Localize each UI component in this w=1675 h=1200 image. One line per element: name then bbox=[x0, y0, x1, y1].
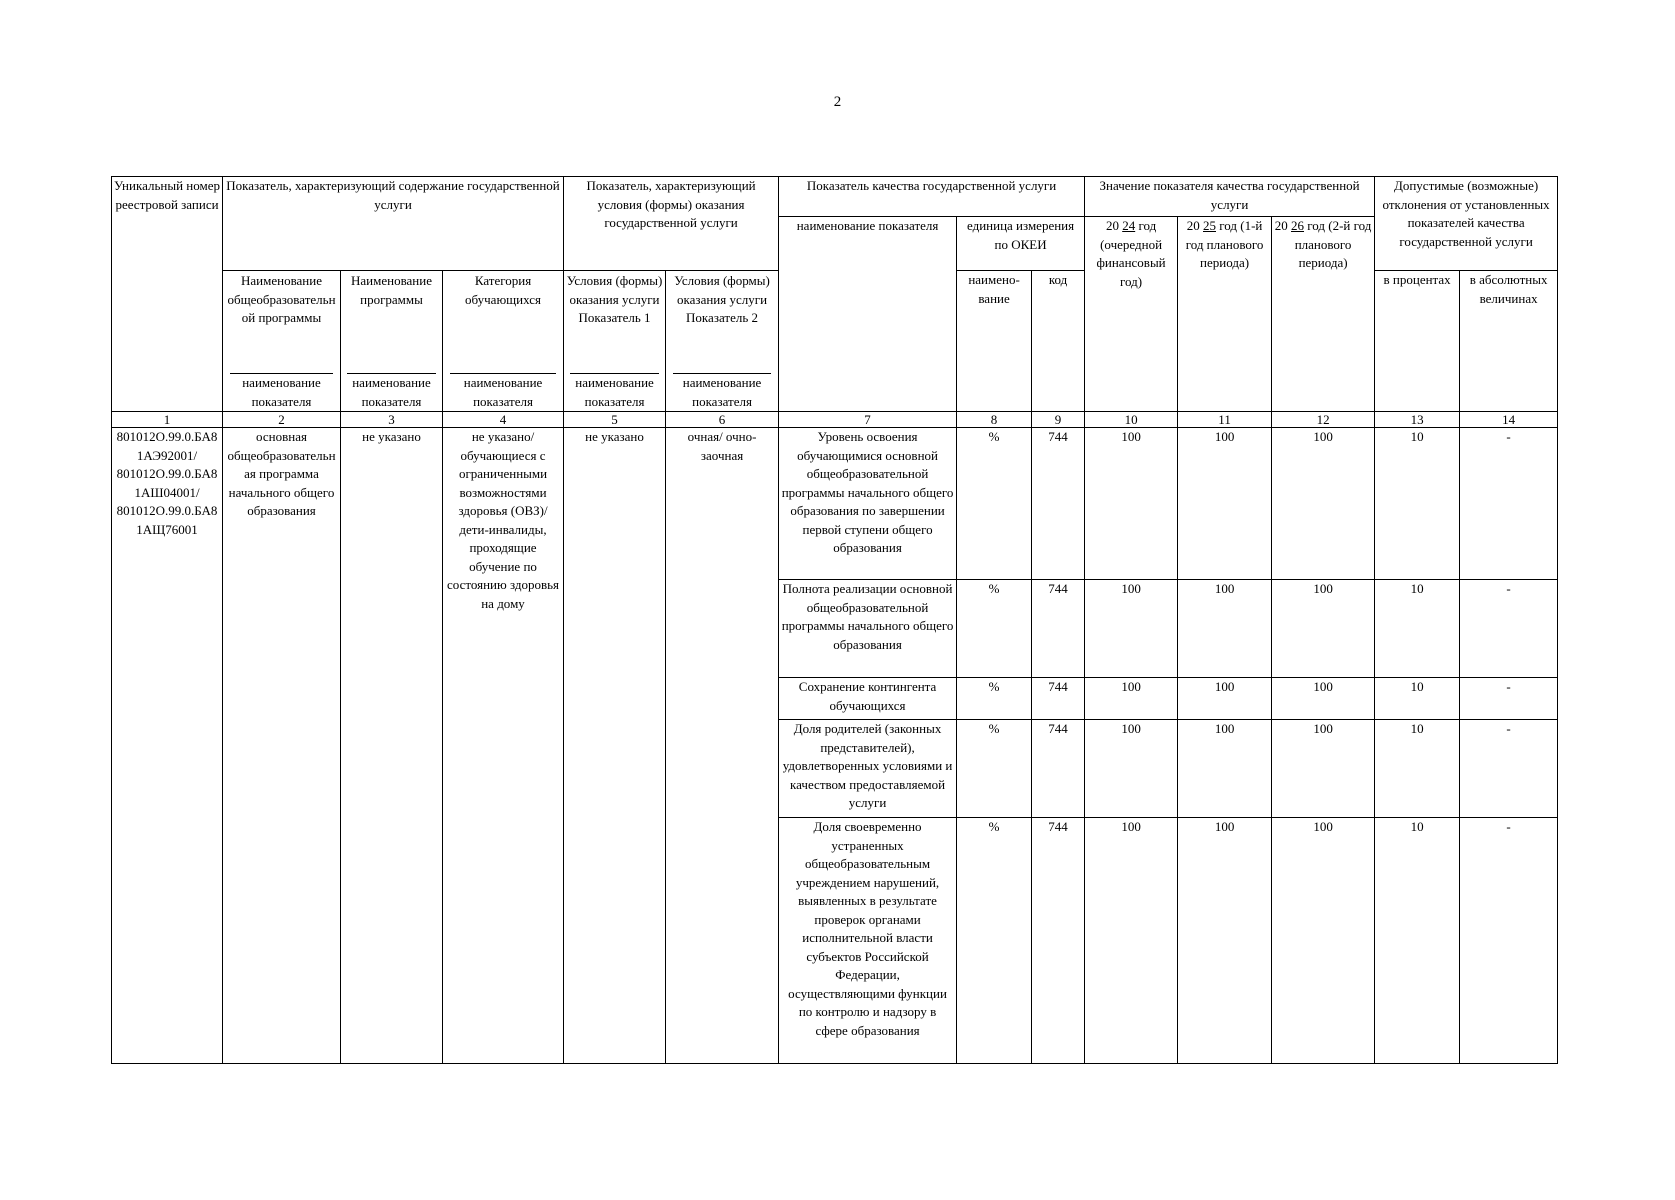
indicator-value-2024: 100 bbox=[1085, 818, 1178, 1064]
column-number: 13 bbox=[1375, 412, 1460, 428]
record-category: не указано/ обучающиеся с ограниченными возможностями здоровья (ОВЗ)/ дети-инвалиды, проходящие обучение по состоянию здоровья на дому bbox=[443, 428, 564, 1064]
header-year-2024: 20 24 год (очередной финансовый год) bbox=[1085, 217, 1178, 412]
header-values-group: Значение показателя качества государственной услуги bbox=[1085, 177, 1375, 217]
column-number: 5 bbox=[564, 412, 666, 428]
quality-indicators-table bbox=[111, 176, 1558, 1064]
header-category: Категория обучающихся наименование показателя bbox=[443, 271, 564, 412]
indicator-code: 744 bbox=[1032, 428, 1085, 580]
header-unique-number: Уникальный номер реестровой записи bbox=[112, 177, 223, 412]
record-condition-1: не указано bbox=[564, 428, 666, 1064]
indicator-value-2025: 100 bbox=[1178, 428, 1272, 580]
table-row bbox=[112, 428, 1558, 580]
column-number: 14 bbox=[1460, 412, 1558, 428]
indicator-deviation-absolute: - bbox=[1460, 580, 1558, 678]
header-content-group: Показатель, характеризующий содержание государственной услуги bbox=[223, 177, 564, 271]
record-program: не указано bbox=[341, 428, 443, 1064]
indicator-code: 744 bbox=[1032, 720, 1085, 818]
column-number: 1 bbox=[112, 412, 223, 428]
indicator-value-2026: 100 bbox=[1272, 818, 1375, 1064]
header-program-name: Наименование общеобразовательной программы наименование показателя bbox=[223, 271, 341, 412]
indicator-value-2025: 100 bbox=[1178, 818, 1272, 1064]
header-program: Наименование программы наименование показателя bbox=[341, 271, 443, 412]
column-number: 11 bbox=[1178, 412, 1272, 428]
indicator-value-2024: 100 bbox=[1085, 678, 1178, 720]
indicator-deviation-percent: 10 bbox=[1375, 580, 1460, 678]
indicator-deviation-percent: 10 bbox=[1375, 720, 1460, 818]
header-conditions-group: Показатель, характеризующий условия (формы) оказания государственной услуги bbox=[564, 177, 779, 271]
header-absolute: в абсолютных величинах bbox=[1460, 271, 1558, 412]
indicator-name: Полнота реализации основной общеобразовательной программы начального общего образования bbox=[779, 580, 957, 678]
header-year-2026: 20 26 год (2-й год планового периода) bbox=[1272, 217, 1375, 412]
indicator-code: 744 bbox=[1032, 818, 1085, 1064]
indicator-deviation-absolute: - bbox=[1460, 818, 1558, 1064]
header-unit-name: наимено-вание bbox=[957, 271, 1032, 412]
record-unique-number: 801012О.99.0.БА81АЭ92001/ 801012О.99.0.БА81АШ04001/ 801012О.99.0.БА81АЩ76001 bbox=[112, 428, 223, 1064]
column-number: 9 bbox=[1032, 412, 1085, 428]
page-number: 2 bbox=[833, 94, 842, 110]
indicator-name: Доля родителей (законных представителей), удовлетворенных условиями и качеством предоставляемой услуги bbox=[779, 720, 957, 818]
indicator-code: 744 bbox=[1032, 678, 1085, 720]
indicator-value-2025: 100 bbox=[1178, 720, 1272, 818]
indicator-unit: % bbox=[957, 580, 1032, 678]
indicator-deviation-percent: 10 bbox=[1375, 428, 1460, 580]
indicator-value-2026: 100 bbox=[1272, 678, 1375, 720]
indicator-name: Доля своевременно устраненных общеобразовательным учреждением нарушений, выявленных в результате проверок органами исполнительной власти субъектов Российской Федерации, осуществляющими функции по контролю и надзору в сфере образования bbox=[779, 818, 957, 1064]
indicator-unit: % bbox=[957, 678, 1032, 720]
indicator-name: Сохранение контингента обучающихся bbox=[779, 678, 957, 720]
column-number: 12 bbox=[1272, 412, 1375, 428]
header-unit-code: код bbox=[1032, 271, 1085, 412]
indicator-value-2026: 100 bbox=[1272, 428, 1375, 580]
indicator-value-2026: 100 bbox=[1272, 720, 1375, 818]
indicator-deviation-absolute: - bbox=[1460, 428, 1558, 580]
record-program-name: основная общеобразовательная программа начального общего образования bbox=[223, 428, 341, 1064]
header-condition-2: Условия (формы) оказания услуги Показатель 2 наименование показателя bbox=[666, 271, 779, 412]
column-number: 6 bbox=[666, 412, 779, 428]
header-deviations-group: Допустимые (возможные) отклонения от установленных показателей качества государственной услуги bbox=[1375, 177, 1558, 271]
record-condition-2: очная/ очно-заочная bbox=[666, 428, 779, 1064]
indicator-unit: % bbox=[957, 818, 1032, 1064]
header-percent: в процентах bbox=[1375, 271, 1460, 412]
indicator-name: Уровень освоения обучающимися основной общеобразовательной программы начального общего образования по завершении первой ступени общего образования bbox=[779, 428, 957, 580]
header-year-2025: 20 25 год (1-й год планового периода) bbox=[1178, 217, 1272, 412]
indicator-value-2024: 100 bbox=[1085, 580, 1178, 678]
column-number: 10 bbox=[1085, 412, 1178, 428]
column-number: 2 bbox=[223, 412, 341, 428]
indicator-deviation-absolute: - bbox=[1460, 720, 1558, 818]
indicator-deviation-percent: 10 bbox=[1375, 818, 1460, 1064]
indicator-value-2024: 100 bbox=[1085, 428, 1178, 580]
header-indicator-name: наименование показателя bbox=[779, 217, 957, 412]
indicator-value-2025: 100 bbox=[1178, 678, 1272, 720]
indicator-deviation-absolute: - bbox=[1460, 678, 1558, 720]
header-condition-1: Условия (формы) оказания услуги Показатель 1 наименование показателя bbox=[564, 271, 666, 412]
indicator-code: 744 bbox=[1032, 580, 1085, 678]
column-number: 7 bbox=[779, 412, 957, 428]
column-number: 3 bbox=[341, 412, 443, 428]
column-number: 4 bbox=[443, 412, 564, 428]
column-number: 8 bbox=[957, 412, 1032, 428]
header-unit-okei: единица измерения по ОКЕИ bbox=[957, 217, 1085, 271]
header-quality-group: Показатель качества государственной услуги bbox=[779, 177, 1085, 217]
indicator-value-2024: 100 bbox=[1085, 720, 1178, 818]
indicator-unit: % bbox=[957, 720, 1032, 818]
indicator-deviation-percent: 10 bbox=[1375, 678, 1460, 720]
indicator-value-2026: 100 bbox=[1272, 580, 1375, 678]
indicator-unit: % bbox=[957, 428, 1032, 580]
indicator-value-2025: 100 bbox=[1178, 580, 1272, 678]
